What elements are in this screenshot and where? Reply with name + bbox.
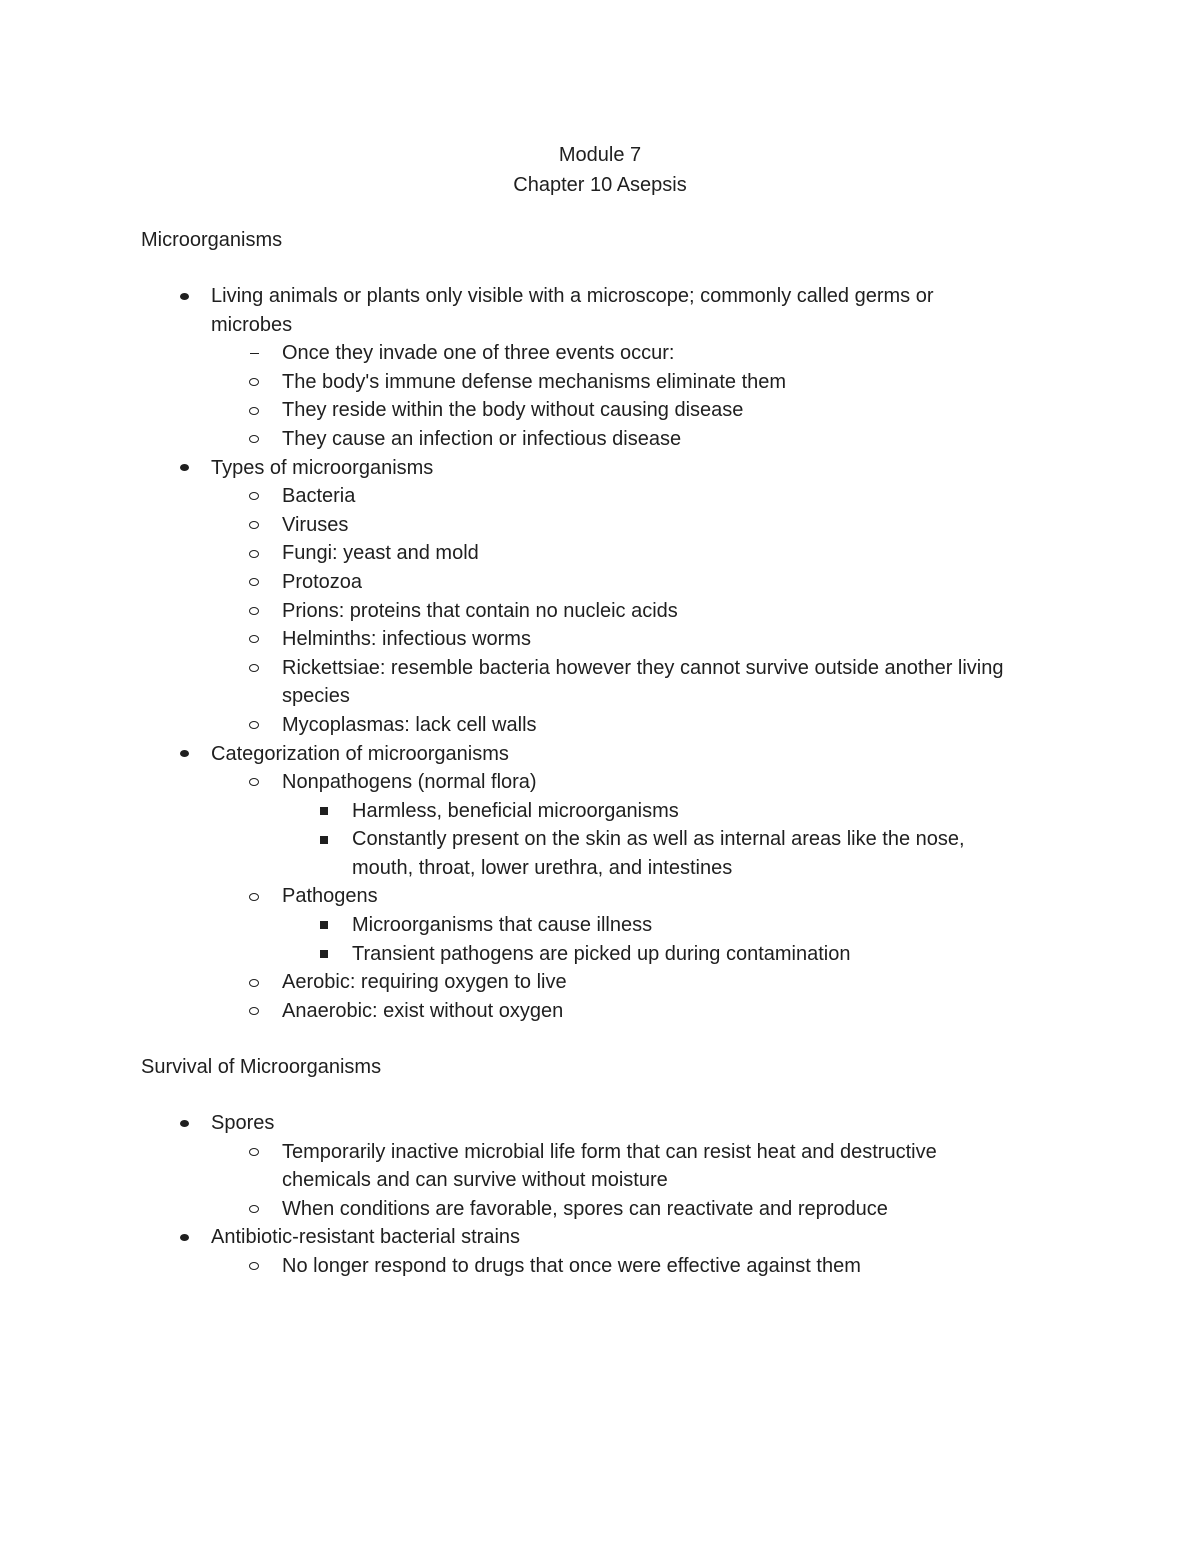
list-item bbox=[0, 797, 1200, 826]
list-item-text: No longer respond to drugs that once were effective against them bbox=[282, 1254, 861, 1277]
list-item bbox=[0, 654, 1200, 711]
list-item bbox=[0, 1138, 1200, 1195]
circle-bullet-icon bbox=[246, 568, 262, 597]
bullet-icon bbox=[176, 454, 192, 483]
square-bullet-icon bbox=[316, 797, 332, 826]
list-item-text: Spores bbox=[211, 1112, 275, 1134]
survival-list bbox=[0, 1109, 1200, 1281]
list-item-text: Antibiotic-resistant bacterial strains bbox=[211, 1226, 521, 1249]
list-item-text: Constantly present on the skin as well as internal areas like the nose, mouth, throat, lower urethra, and intestines bbox=[352, 828, 965, 879]
list-item bbox=[0, 968, 1200, 997]
microorganisms-list bbox=[0, 282, 1200, 1025]
bullet-icon bbox=[176, 740, 192, 769]
list-item bbox=[0, 282, 1200, 339]
list-item bbox=[0, 568, 1200, 597]
list-item bbox=[0, 625, 1200, 654]
circle-bullet-icon bbox=[246, 368, 262, 397]
list-item-text: Mycoplasmas: lack cell walls bbox=[282, 713, 537, 736]
circle-bullet-icon bbox=[246, 1138, 262, 1167]
dash-bullet-icon bbox=[246, 339, 262, 368]
circle-bullet-icon bbox=[246, 1195, 262, 1224]
list-item bbox=[0, 454, 1200, 483]
list-item bbox=[0, 740, 1200, 769]
list-item-text: They reside within the body without causing disease bbox=[282, 399, 744, 422]
list-item-text: Nonpathogens (normal flora) bbox=[282, 771, 537, 794]
title-block bbox=[0, 140, 1200, 200]
list-item-text: Once they invade one of three events occur: bbox=[282, 342, 675, 365]
list-item-text: Aerobic: requiring oxygen to live bbox=[282, 971, 567, 994]
list-item-text: Prions: proteins that contain no nucleic acids bbox=[282, 599, 678, 622]
list-item-text: Protozoa bbox=[282, 570, 363, 593]
list-item bbox=[0, 940, 1200, 969]
list-item-text: Rickettsiae: resemble bacteria however they cannot survive outside another living species bbox=[282, 656, 1004, 708]
list-item bbox=[0, 396, 1200, 425]
list-item-text: Viruses bbox=[282, 513, 349, 536]
list-item-text: Categorization of microorganisms bbox=[211, 742, 509, 765]
list-item-text: Microorganisms that cause illness bbox=[352, 914, 653, 937]
list-item bbox=[0, 1109, 1200, 1138]
section-heading-microorganisms: Microorganisms bbox=[141, 229, 283, 251]
list-item bbox=[0, 882, 1200, 911]
circle-bullet-icon bbox=[246, 882, 262, 911]
list-item-text: Types of microorganisms bbox=[211, 456, 434, 479]
list-item bbox=[0, 1195, 1200, 1224]
circle-bullet-icon bbox=[246, 425, 262, 454]
circle-bullet-icon bbox=[246, 654, 262, 683]
list-item-text: Anaerobic: exist without oxygen bbox=[282, 999, 564, 1022]
list-item bbox=[0, 425, 1200, 454]
square-bullet-icon bbox=[316, 825, 332, 854]
circle-bullet-icon bbox=[246, 396, 262, 425]
list-item bbox=[0, 711, 1200, 740]
square-bullet-icon bbox=[316, 911, 332, 940]
list-item bbox=[0, 339, 1200, 368]
circle-bullet-icon bbox=[246, 997, 262, 1026]
list-item bbox=[0, 911, 1200, 940]
document-subtitle: Chapter 10 Asepsis bbox=[513, 174, 687, 196]
circle-bullet-icon bbox=[246, 597, 262, 626]
bullet-icon bbox=[176, 1223, 192, 1252]
list-item-text: The body's immune defense mechanisms eliminate them bbox=[282, 370, 787, 393]
section-heading-survival: Survival of Microorganisms bbox=[141, 1056, 382, 1078]
list-item-text: Harmless, beneficial microorganisms bbox=[352, 799, 679, 822]
circle-bullet-icon bbox=[246, 539, 262, 568]
list-item bbox=[0, 482, 1200, 511]
list-item bbox=[0, 1223, 1200, 1252]
list-item-text: Temporarily inactive microbial life form that can resist heat and destructive chemicals and can survive without moisture bbox=[282, 1140, 937, 1192]
circle-bullet-icon bbox=[246, 482, 262, 511]
list-item bbox=[0, 597, 1200, 626]
list-item-text: They cause an infection or infectious disease bbox=[282, 427, 682, 450]
circle-bullet-icon bbox=[246, 625, 262, 654]
list-item-text: Helminths: infectious worms bbox=[282, 628, 531, 651]
list-item bbox=[0, 368, 1200, 397]
list-item bbox=[0, 768, 1200, 797]
list-item-text: Bacteria bbox=[282, 485, 356, 508]
list-item-text: Transient pathogens are picked up during contamination bbox=[352, 942, 851, 965]
list-item bbox=[0, 825, 1200, 882]
circle-bullet-icon bbox=[246, 768, 262, 797]
list-item bbox=[0, 511, 1200, 540]
circle-bullet-icon bbox=[246, 511, 262, 540]
list-item bbox=[0, 539, 1200, 568]
circle-bullet-icon bbox=[246, 711, 262, 740]
square-bullet-icon bbox=[316, 940, 332, 969]
circle-bullet-icon bbox=[246, 968, 262, 997]
bullet-icon bbox=[176, 282, 192, 311]
list-item-text: When conditions are favorable, spores can reactivate and reproduce bbox=[282, 1197, 888, 1220]
list-item-text: Fungi: yeast and mold bbox=[282, 542, 479, 565]
bullet-icon bbox=[176, 1109, 192, 1138]
circle-bullet-icon bbox=[246, 1252, 262, 1281]
list-item-text: Pathogens bbox=[282, 885, 378, 908]
list-item-text: Living animals or plants only visible with a microscope; commonly called germs or microbes bbox=[211, 285, 934, 336]
document-title: Module 7 bbox=[558, 144, 642, 166]
list-item bbox=[0, 1252, 1200, 1281]
list-item bbox=[0, 997, 1200, 1026]
